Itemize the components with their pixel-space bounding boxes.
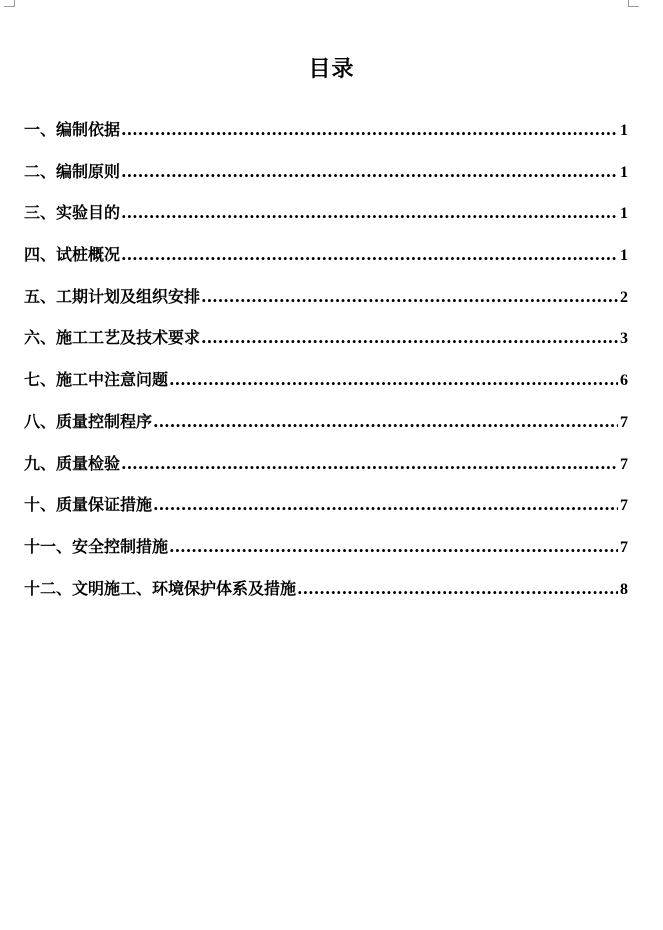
dot-leader — [201, 287, 618, 306]
toc-entry[interactable] — [24, 325, 628, 367]
toc-entry-label: 六、施工工艺及技术要求 — [24, 328, 201, 348]
toc-entry-label: 十二、文明施工、环境保护体系及措施 — [24, 578, 297, 598]
toc-entry-label: 四、试桩概况 — [24, 245, 121, 265]
toc-entry[interactable] — [24, 451, 628, 493]
dot-leader — [153, 495, 618, 514]
dot-leader — [169, 370, 618, 389]
toc-entry[interactable] — [24, 409, 628, 451]
page-title: 目录 — [308, 56, 355, 82]
toc-entry-label: 十一、安全控制措施 — [24, 536, 169, 556]
toc-page-number: 6 — [620, 372, 628, 390]
dot-leader — [121, 454, 618, 473]
toc-page-number: 7 — [620, 538, 628, 556]
toc-page-number: 1 — [620, 247, 628, 265]
dot-leader — [121, 120, 618, 139]
toc-entry[interactable] — [24, 284, 628, 326]
toc-entry-label: 八、质量控制程序 — [24, 411, 153, 431]
dot-leader — [121, 245, 618, 264]
crop-mark-top-left — [4, 0, 15, 7]
toc-entry-label: 五、工期计划及组织安排 — [24, 286, 201, 306]
toc-entry[interactable] — [24, 117, 628, 159]
dot-leader — [121, 203, 618, 222]
dot-leader — [153, 412, 618, 431]
toc-page-number: 8 — [620, 580, 628, 598]
dot-leader — [297, 579, 618, 598]
toc-page-number: 1 — [620, 163, 628, 181]
table-of-contents — [24, 117, 628, 617]
dot-leader — [169, 537, 618, 556]
toc-entry-label: 七、施工中注意问题 — [24, 370, 169, 390]
toc-entry[interactable] — [24, 242, 628, 284]
toc-page-number: 7 — [620, 455, 628, 473]
toc-entry-label: 十、质量保证措施 — [24, 495, 153, 515]
toc-entry-label: 一、编制依据 — [24, 120, 121, 139]
dot-leader — [121, 162, 618, 181]
toc-page-number: 7 — [620, 497, 628, 515]
toc-page-number: 7 — [620, 413, 628, 431]
toc-entry-label: 三、实验目的 — [24, 203, 121, 223]
toc-entry[interactable] — [24, 576, 628, 618]
toc-entry[interactable] — [24, 200, 628, 242]
toc-entry[interactable] — [24, 534, 628, 576]
toc-page-number: 1 — [620, 122, 628, 139]
toc-page-number: 2 — [620, 288, 628, 306]
toc-entry-label: 二、编制原则 — [24, 161, 121, 181]
crop-mark-top-right — [628, 0, 639, 7]
toc-entry[interactable] — [24, 159, 628, 201]
toc-entry[interactable] — [24, 492, 628, 534]
toc-page-number: 3 — [620, 330, 628, 348]
toc-page-number: 1 — [620, 205, 628, 223]
toc-entry-label: 九、质量检验 — [24, 453, 121, 473]
toc-entry[interactable] — [24, 367, 628, 409]
dot-leader — [201, 328, 618, 347]
